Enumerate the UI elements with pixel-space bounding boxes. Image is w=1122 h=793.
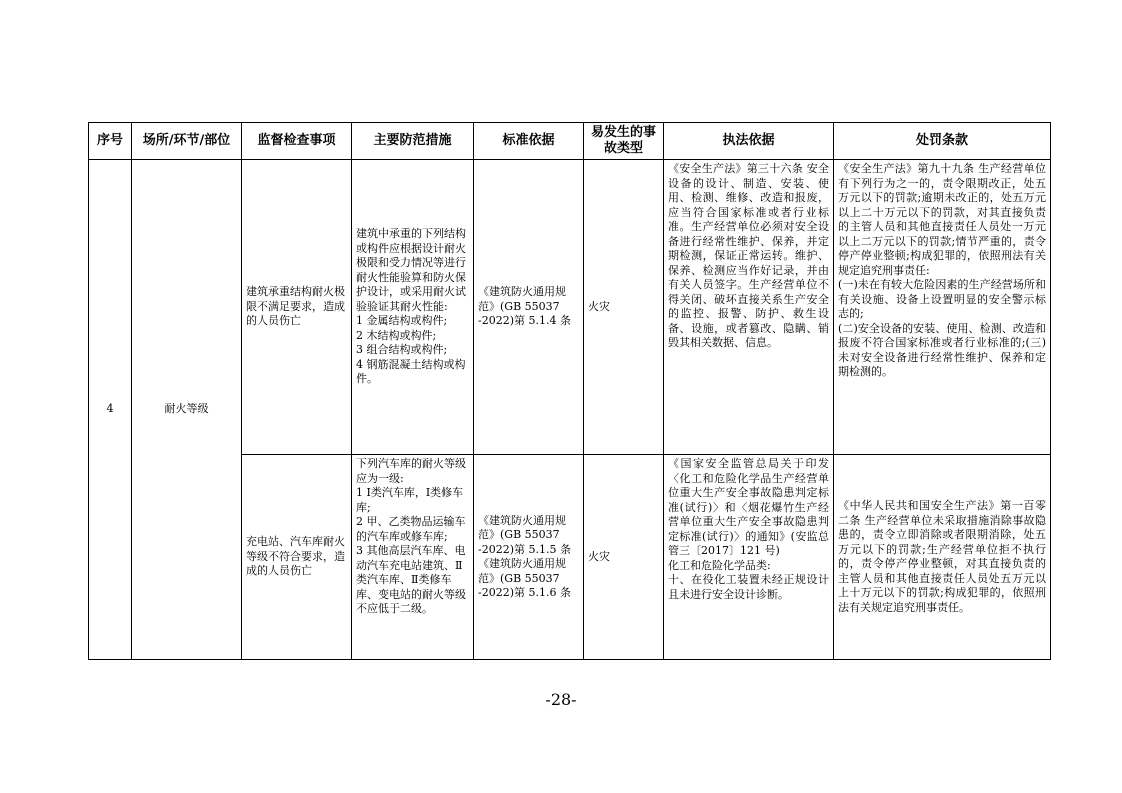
header-penalty: 处罚条款 [834,123,1051,160]
penalty-clause: 《安全生产法》第九十九条 生产经营单位有下列行为之一的，责令限期改正，处五万元以下的罚款;逾期未改正的，处五万元以上二十万元以下的罚款，对其直接负责的主管人员和其他直接责任人员处一万元以上二万元以下的罚款;情节严重的，责令停产停业整顿;构成犯罪的，依照刑法有关规定追究刑事责任: (一)未在有较大危险因素的生产经营场所和有关设施、设备上设置明显的安全警示标志的; (二)安全设备的安装、使用、检测、改造和报废不符合国家标准或者行业标准的;(三)未对安全设备进行经常性维护、保养和定期检测的。 [834,160,1051,455]
page-number: -28- [545,690,577,709]
regulation-table-container [88,122,1050,660]
header-index: 序号 [89,123,132,160]
header-accident-type: 易发生的事故类型 [584,123,664,160]
inspection-item: 充电站、汽车库耐火等级不符合要求，造成的人员伤亡 [242,455,352,660]
prevention-measures: 下列汽车库的耐火等级应为一级: 1 Ⅰ类汽车库，Ⅰ类修车库; 2 甲、乙类物品运输车的汽车库或修车库; 3 其他高层汽车库、电动汽车充电站建筑、Ⅱ类汽车库、Ⅱ类修车库、变电站的耐火等级不应低于二级。 [352,455,474,660]
inspection-item: 建筑承重结构耐火极限不满足要求，造成的人员伤亡 [242,160,352,455]
accident-type: 火灾 [584,160,664,455]
row-place: 耐火等级 [132,160,242,660]
table-row [89,160,1051,455]
accident-type: 火灾 [584,455,664,660]
row-index: 4 [89,160,132,660]
standard-basis: 《建筑防火通用规范》(GB 55037 -2022)第 5.1.4 条 [474,160,584,455]
header-law-basis: 执法依据 [664,123,834,160]
header-standard: 标准依据 [474,123,584,160]
header-place: 场所/环节/部位 [132,123,242,160]
standard-basis: 《建筑防火通用规范》(GB 55037 -2022)第 5.1.5 条《建筑防火通用规范》(GB 55037 -2022)第 5.1.6 条 [474,455,584,660]
header-measures: 主要防范措施 [352,123,474,160]
law-basis: 《安全生产法》第三十六条 安全设备的设计、制造、安装、使用、检测、维修、改造和报废，应当符合国家标准或者行业标准。生产经营单位必须对安全设备进行经常性维护、保养，并定期检测，保证正常运转。维护、保养、检测应当作好记录，并由有关人员签字。生产经营单位不得关闭、破坏直接关系生产安全的监控、报警、防护、救生设备、设施，或者篡改、隐瞒、销毁其相关数据、信息。 [664,160,834,455]
header-inspection-item: 监督检查事项 [242,123,352,160]
regulation-table [88,122,1051,660]
law-basis: 《国家安全监管总局关于印发〈化工和危险化学品生产经营单位重大生产安全事故隐患判定标准(试行)〉和〈烟花爆竹生产经营单位重大生产安全事故隐患判定标准(试行)〉的通知》(安监总管三〔2017〕121 号) 化工和危险化学品类: 十、在役化工装置未经正规设计且未进行安全设计诊断。 [664,455,834,660]
prevention-measures: 建筑中承重的下列结构或构件应根据设计耐火极限和受力情况等进行耐火性能验算和防火保护设计，或采用耐火试验验证其耐火性能: 1 金属结构或构件; 2 木结构或构件; 3 组合结构或构件; 4 钢筋混凝土结构或构件。 [352,160,474,455]
header-row [89,123,1051,160]
penalty-clause: 《中华人民共和国安全生产法》第一百零二条 生产经营单位未采取措施消除事故隐患的，责令立即消除或者限期消除，处五万元以下的罚款;生产经营单位拒不执行的，责令停产停业整顿，对其直接负责的主管人员和其他直接责任人员处五万元以上十万元以下的罚款;构成犯罪的，依照刑法有关规定追究刑事责任。 [834,455,1051,660]
